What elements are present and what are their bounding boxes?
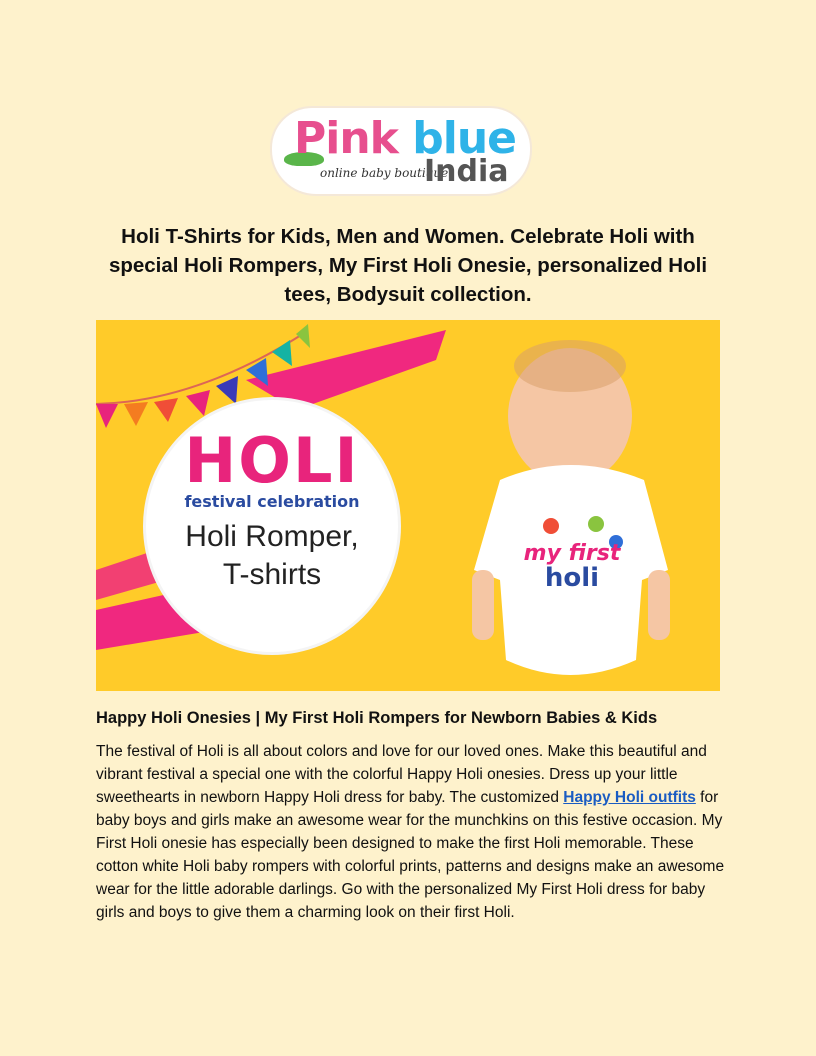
baby-left-arm	[472, 570, 494, 640]
hand-print-green	[588, 516, 604, 532]
onesie-text-line2: holi	[544, 563, 600, 593]
banner-holi-heading: HOLI	[184, 424, 360, 497]
bunting-flag-8	[296, 324, 310, 348]
banner-product-text	[152, 518, 392, 594]
bunting-flag-1	[96, 404, 118, 428]
banner-festival-text: festival celebration	[184, 492, 360, 511]
page-title: Holi T-Shirts for Kids, Men and Women. Celebrate Holi with special Holi Rompers, My First Holi Onesie, personalized Holi tees, Bodysuit collection.	[108, 225, 708, 306]
baby-right-arm	[648, 570, 670, 640]
description-paragraph	[96, 740, 726, 924]
holi-banner-image	[96, 320, 720, 691]
happy-holi-outfits-link[interactable]: Happy Holi outfits	[563, 789, 696, 806]
bunting-flag-4	[186, 390, 210, 416]
bunting-flag-7	[272, 340, 292, 366]
logo-tagline: online baby boutique	[320, 166, 449, 180]
logo-country: India	[424, 154, 509, 189]
paint-stroke-top	[246, 330, 446, 410]
bunting-flag-2	[124, 402, 148, 426]
paragraph-text-after: for baby boys and girls make an awesome wear for the munchkins on this festive occasion. My First Holi onesie has especially been designed to make the first Holi memorable. These cotton white Holi baby rompers with colorful prints, patterns and designs make an awesome wear for the little adorable darlings. Go with the personalized My First Holi dress for baby girls and boys to give them a charming look on their first Holi.	[96, 789, 725, 921]
paragraph-text-before: The festival of Holi is all about colors and love for our loved ones. Make this beautiful and vibrant festival a special one with the colorful Happy Holi onesies. Dress up your little sweethearts in newborn Happy Holi dress for baby. The customized	[96, 743, 707, 806]
banner-product-line2: T-shirts	[222, 558, 322, 591]
section-heading: Happy Holi Onesies | My First Holi Rompers for Newborn Babies & Kids	[96, 709, 658, 727]
onesie-text-line1: my first	[523, 541, 621, 566]
hand-print-red	[543, 518, 559, 534]
logo-word-blue: blue	[412, 113, 516, 164]
banner-product-line1: Holi Romper,	[185, 520, 359, 553]
brand-logo[interactable]	[272, 108, 530, 194]
baby-hair	[514, 340, 626, 392]
bunting-flag-3	[154, 398, 178, 422]
bunting-flag-5	[216, 376, 238, 404]
logo-word-pink: Pink	[294, 113, 398, 164]
